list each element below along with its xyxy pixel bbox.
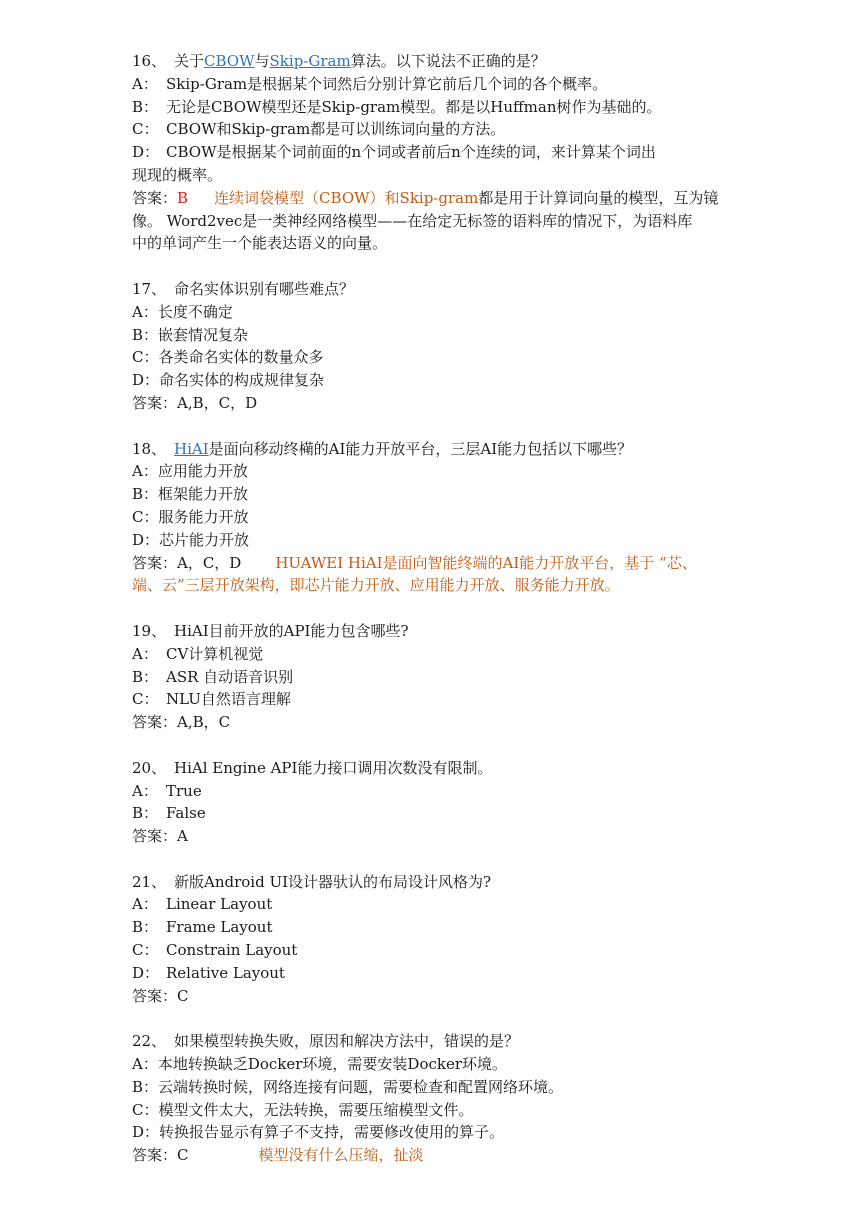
option-c: C：各类命名实体的数量众多: [132, 348, 324, 367]
title-text: HiAI目前开放的API能力包含哪些?: [174, 621, 409, 640]
option-text: CBOW和Skip-gram都是可以训练词向量的方法。: [166, 120, 506, 139]
question-21: [132, 871, 742, 1008]
hiai-link[interactable]: HiAI: [174, 439, 209, 458]
option-text: Relative Layout: [166, 963, 285, 982]
question-21-title: [132, 871, 742, 894]
option-text: CV计算机视觉: [166, 644, 264, 663]
answer-value: 答案：C: [132, 1146, 189, 1165]
answer: 答案：A: [132, 827, 188, 846]
question-16-title: [132, 50, 742, 73]
option-d: D：芯片能力开放: [132, 530, 250, 549]
option-d-cont: 现现的概率。: [132, 165, 223, 184]
option-text: Constrain Layout: [166, 941, 298, 960]
title-text: 如果模型转换失败，原因和解决方法中，错误的是？: [174, 1032, 520, 1051]
option-text: True: [166, 781, 202, 800]
option-d: [132, 141, 742, 164]
option-text: False: [166, 804, 206, 823]
question-19: [132, 620, 742, 734]
question-16: [132, 50, 742, 255]
answer-note: HUAWEI HiAI是面向智能终端的AI能力开放平台，基于 “芯、: [275, 553, 697, 572]
option-letter: A：: [132, 74, 158, 93]
question-number: 16、: [132, 52, 167, 70]
option-text: CBOW是根据某个词前面的n个词或者前后n个连续的词，来计算某个词出: [166, 143, 656, 162]
answer: [132, 552, 742, 575]
question-number: 21、: [132, 872, 167, 891]
option-a: [132, 643, 742, 666]
option-a: A：本地转换缺乏Docker环境，需要安装Docker环境。: [132, 1055, 508, 1074]
option-c: [132, 939, 742, 962]
option-text: 无论是CBOW模型还是Skip-gram模型。都是以Huffman树作为基础的。: [166, 97, 662, 116]
option-d: D：转换报告显示有算子不支持，需要修改使用的算子。: [132, 1123, 505, 1142]
question-20-title: [132, 757, 742, 780]
option-b: B：云端转换时候，网络连接有问题，需要检查和配置网络环境。: [132, 1077, 564, 1096]
question-20: [132, 757, 742, 848]
option-text: Frame Layout: [166, 918, 273, 937]
question-18: [132, 438, 742, 598]
option-letter: C：: [132, 120, 159, 139]
option-letter: B：: [132, 97, 159, 116]
question-number: 19、: [132, 621, 167, 640]
option-a: [132, 893, 742, 916]
option-letter: B：: [132, 918, 159, 937]
answer: [132, 1144, 742, 1167]
cbow-link[interactable]: CBOW: [204, 52, 255, 70]
question-number: 17、: [132, 279, 167, 298]
question-17: [132, 278, 742, 415]
title-text: 算法。以下说法不正确的是？: [350, 52, 546, 70]
answer: [132, 187, 742, 210]
option-letter: B：: [132, 667, 159, 686]
question-number: 18、: [132, 439, 167, 458]
answer-value: 答案：A，C，D: [132, 553, 242, 572]
option-b: [132, 916, 742, 939]
answer-note-line: 像。 Word2vec是一类神经网络模型——在给定无标签的语料库的情况下，为语料库: [132, 211, 693, 230]
option-a: A：长度不确定: [132, 302, 233, 321]
option-text: NLU自然语言理解: [166, 690, 291, 709]
question-17-title: [132, 278, 742, 301]
title-text: 是面向移动终橗的AI能力开放平台，三层AI能力包括以下哪些？: [208, 439, 633, 458]
option-c: C：模型文件太大，无法转换，需要压缩模型文件。: [132, 1100, 474, 1119]
answer: 答案：A,B，C: [132, 713, 231, 732]
title-text: 新版Android UI设计器驮认的布局设计风格为?: [174, 872, 492, 891]
option-c: C：服务能力开放: [132, 507, 249, 526]
option-a: A：应用能力开放: [132, 462, 248, 481]
title-text: 关于: [174, 52, 205, 70]
option-letter: D：: [132, 963, 160, 982]
answer-label: 答案：: [132, 188, 178, 207]
title-text: 命名实体识别有哪些难点？: [174, 279, 355, 298]
option-b: B：框架能力开放: [132, 485, 249, 504]
title-text: HiAl Engine API能力接口调用次数没有限制。: [174, 758, 493, 777]
option-a: [132, 73, 742, 96]
answer-note-line: 中的单词产生一个能表达语义的向量。: [132, 234, 388, 253]
answer-value: B: [177, 188, 189, 207]
option-d: [132, 962, 742, 985]
option-text: ASR 自动语音识别: [166, 667, 294, 686]
answer-note-line: 端、云”三层开放架构，即芯片能力开放、应用能力开放、服务能力开放。: [132, 576, 620, 595]
answer-note: 都是用于计算词向量的模型，互为镜: [478, 188, 719, 207]
question-18-title: [132, 438, 742, 461]
document-page: [132, 50, 742, 1167]
option-b: [132, 96, 742, 119]
option-letter: C：: [132, 941, 159, 960]
question-19-title: [132, 620, 742, 643]
answer-note: 连续词袋模型（CBOW）和Skip-gram: [214, 188, 479, 207]
title-text: 与: [254, 52, 270, 70]
option-letter: A：: [132, 895, 158, 914]
option-b: [132, 802, 742, 825]
question-number: 22、: [132, 1032, 167, 1051]
option-c: [132, 688, 742, 711]
question-22: [132, 1030, 742, 1167]
option-text: Skip-Gram是根据某个词然后分别计算它前后几个词的各个概率。: [166, 74, 608, 93]
option-b: [132, 666, 742, 689]
option-letter: A：: [132, 644, 158, 663]
option-c: [132, 118, 742, 141]
option-letter: C：: [132, 690, 159, 709]
option-letter: A：: [132, 781, 158, 800]
option-text: Linear Layout: [166, 895, 273, 914]
answer: 答案：C: [132, 986, 189, 1005]
option-b: B：嵌套情况复杂: [132, 325, 249, 344]
skip-gram-link[interactable]: Skip-Gram: [269, 52, 351, 70]
option-a: [132, 780, 742, 803]
option-letter: D：: [132, 143, 160, 162]
question-22-title: [132, 1030, 742, 1053]
option-d: D：命名实体的构成规律复杂: [132, 371, 325, 390]
answer: 答案：A,B，C，D: [132, 393, 258, 412]
question-number: 20、: [132, 758, 167, 777]
answer-note: 模型没有什么压缩，扯淡: [258, 1146, 424, 1165]
option-letter: B：: [132, 804, 159, 823]
